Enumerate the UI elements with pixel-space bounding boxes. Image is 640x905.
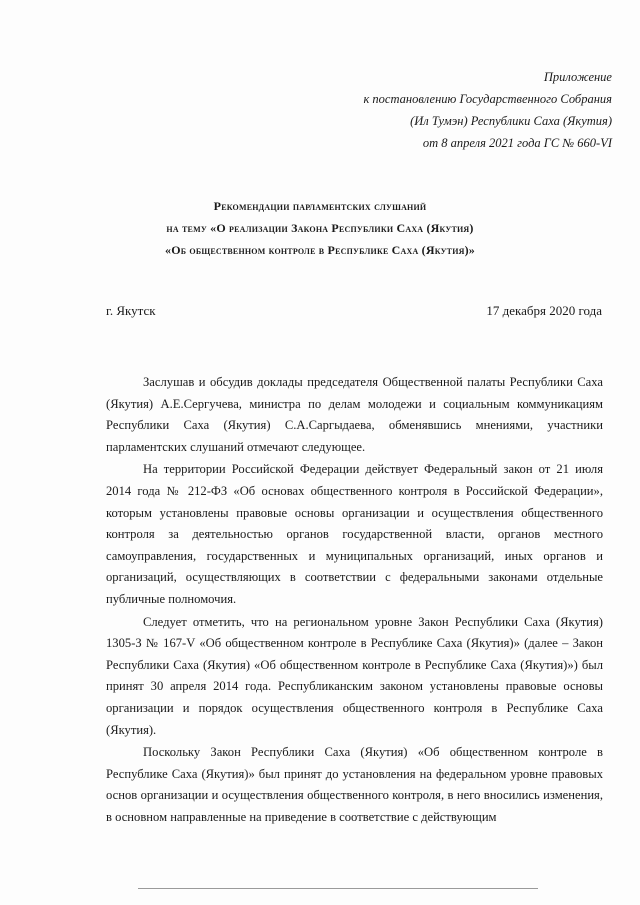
paragraph: На территории Российской Федерации действует Федеральный закон от 21 июля 2014 года № 212-ФЗ «Об основах общественного контроля в Российской Федерации», которым установлены правовые основы организации и осуществления общественного контроля за деятельностью органов государственной власти, органов местного самоуправления, государственных и муниципальных организаций, иных органов и организаций, осуществляющих в соответствии с федеральными законами отдельные публичные полномочия. <box>106 462 603 606</box>
place: г. Якутск <box>106 303 156 318</box>
date: 17 декабря 2020 года <box>486 303 602 318</box>
title-line: на тему «О реализации Закона Республики Саха (Якутия) <box>166 221 474 235</box>
appendix-line: к постановлению Государственного Собрания <box>363 92 612 106</box>
scan-edge-line <box>138 888 538 889</box>
paragraph: Заслушав и обсудив доклады председателя Общественной палаты Республики Саха (Якутия) А.Е.Сергучева, министра по делам молодежи и социальным коммуникациям Республики Саха (Якутия) С.А.Саргыдаева, обменявшись мнениями, участники парламентских слушаний отмечают следующее. <box>106 375 603 454</box>
place-date-row <box>106 303 602 319</box>
appendix-note <box>363 66 612 154</box>
paragraph: Следует отметить, что на региональном уровне Закон Республики Саха (Якутия) 1305-З № 167-V «Об общественном контроле в Республике Саха (Якутия)» (далее – Закон Республики Саха (Якутия) «Об общественном контроле в Республике Саха (Якутия)») был принят 30 апреля 2014 года. Республиканским законом установлены правовые основы организации и порядок осуществления общественного контроля в Республике Саха (Якутия). <box>106 614 603 737</box>
paragraph: Поскольку Закон Республики Саха (Якутия) «Об общественном контроле в Республике Саха (Якутия)» был принят до установления на федеральном уровне правовых основ организации и осуществления общественного контроля, в него вносились изменения, в основном направленные на приведение в соответствие с действующим <box>106 745 603 824</box>
appendix-line: Приложение <box>543 70 612 84</box>
document-body <box>106 372 603 829</box>
title-line: «Об общественном контроле в Республике Саха (Якутия)» <box>165 243 475 257</box>
title-line: Рекомендации парламентских слушаний <box>213 199 427 213</box>
document-title <box>0 195 640 261</box>
appendix-line: (Ил Тумэн) Республики Саха (Якутия) <box>410 114 612 128</box>
appendix-line: от 8 апреля 2021 года ГС № 660-VI <box>422 136 612 150</box>
